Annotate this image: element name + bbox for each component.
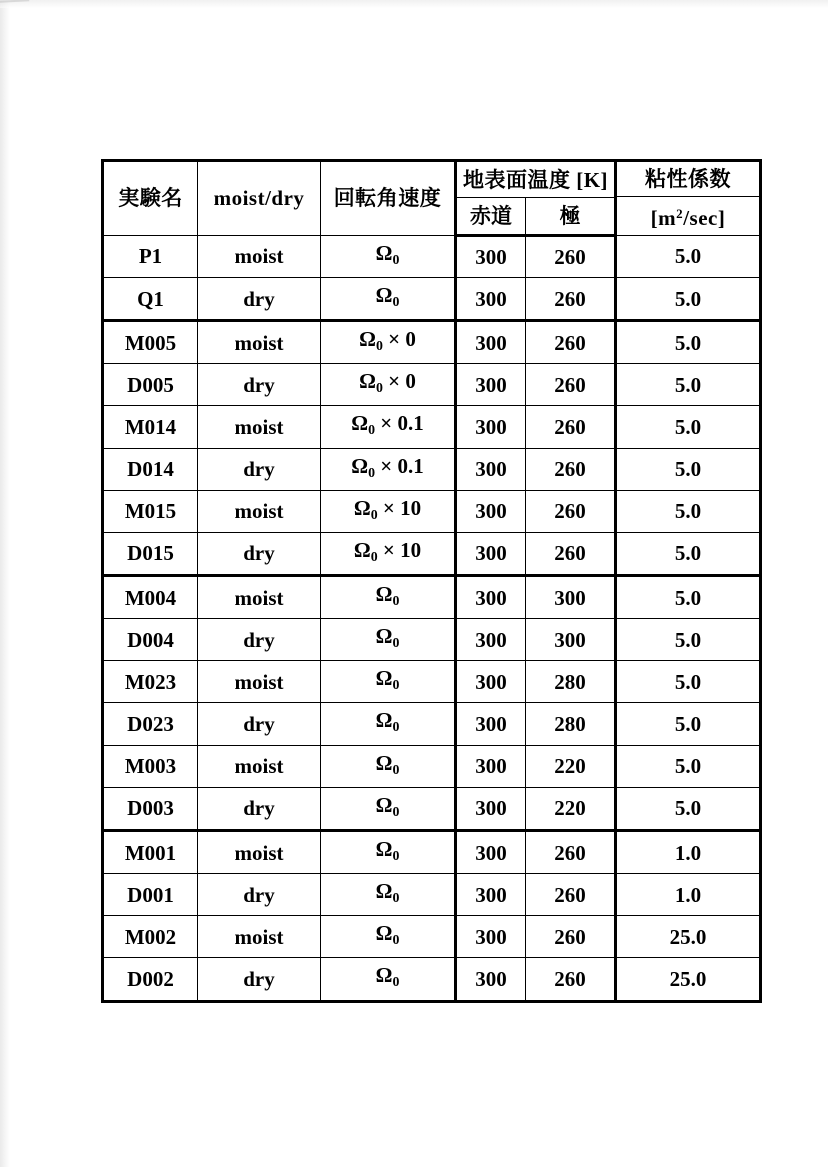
cell-pole-temperature: 260 xyxy=(526,490,616,532)
cell-pole-temperature: 260 xyxy=(526,958,616,1001)
header-row-1 xyxy=(103,161,761,198)
cell-moist-dry: moist xyxy=(198,321,321,364)
cell-moist-dry: dry xyxy=(198,703,321,745)
cell-viscosity: 25.0 xyxy=(616,916,761,958)
table-row xyxy=(103,448,761,490)
cell-viscosity: 5.0 xyxy=(616,619,761,661)
cell-experiment-name: P1 xyxy=(103,235,198,277)
cell-viscosity: 5.0 xyxy=(616,745,761,787)
cell-equator-temperature: 300 xyxy=(456,277,526,320)
table-head xyxy=(103,161,761,236)
cell-moist-dry: dry xyxy=(198,364,321,406)
cell-pole-temperature: 260 xyxy=(526,874,616,916)
cell-equator-temperature: 300 xyxy=(456,448,526,490)
cell-equator-temperature: 300 xyxy=(456,406,526,448)
table-row xyxy=(103,576,761,619)
cell-experiment-name: D005 xyxy=(103,364,198,406)
cell-viscosity: 5.0 xyxy=(616,532,761,575)
cell-viscosity: 5.0 xyxy=(616,321,761,364)
cell-rotation-rate: $\Omega_0 \times 10$ xyxy=(321,532,456,575)
cell-rotation-rate: $\Omega_0$ xyxy=(321,916,456,958)
cell-viscosity: 1.0 xyxy=(616,830,761,873)
cell-moist-dry: moist xyxy=(198,661,321,703)
header-rotation-rate: 回転角速度 xyxy=(321,161,456,236)
cell-viscosity: 5.0 xyxy=(616,364,761,406)
cell-experiment-name: M014 xyxy=(103,406,198,448)
cell-equator-temperature: 300 xyxy=(456,490,526,532)
header-surface-temperature: 地表面温度 [K] xyxy=(456,161,616,198)
cell-equator-temperature: 300 xyxy=(456,364,526,406)
header-experiment-name: 実験名 xyxy=(103,161,198,236)
table-body xyxy=(103,235,761,1001)
cell-moist-dry: dry xyxy=(198,532,321,575)
cell-moist-dry: dry xyxy=(198,787,321,830)
cell-rotation-rate: $\Omega_0$ xyxy=(321,787,456,830)
cell-pole-temperature: 300 xyxy=(526,619,616,661)
cell-experiment-name: D014 xyxy=(103,448,198,490)
cell-equator-temperature: 300 xyxy=(456,619,526,661)
table-row xyxy=(103,830,761,873)
header-moist-dry: moist/dry xyxy=(198,161,321,236)
table-row xyxy=(103,490,761,532)
cell-equator-temperature: 300 xyxy=(456,321,526,364)
cell-experiment-name: M015 xyxy=(103,490,198,532)
cell-pole-temperature: 280 xyxy=(526,661,616,703)
cell-rotation-rate: $\Omega_0$ xyxy=(321,830,456,873)
cell-pole-temperature: 280 xyxy=(526,703,616,745)
table-row xyxy=(103,916,761,958)
cell-moist-dry: dry xyxy=(198,448,321,490)
cell-moist-dry: dry xyxy=(198,619,321,661)
cell-viscosity: 25.0 xyxy=(616,958,761,1001)
cell-rotation-rate: $\Omega_0 \times 10$ xyxy=(321,490,456,532)
cell-rotation-rate: $\Omega_0$ xyxy=(321,745,456,787)
header-viscosity-coefficient xyxy=(616,161,761,236)
cell-viscosity: 5.0 xyxy=(616,576,761,619)
cell-rotation-rate: $\Omega_0$ xyxy=(321,661,456,703)
cell-moist-dry: moist xyxy=(198,235,321,277)
cell-experiment-name: M004 xyxy=(103,576,198,619)
cell-experiment-name: M001 xyxy=(103,830,198,873)
header-pole: 極 xyxy=(526,198,616,235)
table-row xyxy=(103,321,761,364)
cell-experiment-name: M003 xyxy=(103,745,198,787)
cell-experiment-name: M002 xyxy=(103,916,198,958)
cell-rotation-rate: $\Omega_0$ xyxy=(321,958,456,1001)
cell-pole-temperature: 260 xyxy=(526,235,616,277)
experiment-parameter-table xyxy=(101,159,762,1003)
cell-rotation-rate: $\Omega_0$ xyxy=(321,235,456,277)
cell-pole-temperature: 300 xyxy=(526,576,616,619)
cell-pole-temperature: 220 xyxy=(526,787,616,830)
cell-equator-temperature: 300 xyxy=(456,958,526,1001)
cell-experiment-name: M005 xyxy=(103,321,198,364)
cell-equator-temperature: 300 xyxy=(456,576,526,619)
table-row xyxy=(103,703,761,745)
cell-rotation-rate: $\Omega_0 \times 0$ xyxy=(321,364,456,406)
parameter-table-container xyxy=(101,159,759,1003)
table-row xyxy=(103,958,761,1001)
cell-moist-dry: moist xyxy=(198,406,321,448)
cell-equator-temperature: 300 xyxy=(456,830,526,873)
cell-pole-temperature: 260 xyxy=(526,448,616,490)
cell-equator-temperature: 300 xyxy=(456,661,526,703)
cell-rotation-rate: $\Omega_0$ xyxy=(321,703,456,745)
cell-moist-dry: dry xyxy=(198,277,321,320)
table-row xyxy=(103,661,761,703)
cell-pole-temperature: 260 xyxy=(526,916,616,958)
cell-rotation-rate: $\Omega_0 \times 0.1$ xyxy=(321,448,456,490)
cell-pole-temperature: 260 xyxy=(526,321,616,364)
cell-viscosity: 5.0 xyxy=(616,277,761,320)
cell-moist-dry: moist xyxy=(198,490,321,532)
header-viscosity-label: 粘性係数 xyxy=(617,162,759,197)
cell-equator-temperature: 300 xyxy=(456,874,526,916)
cell-viscosity: 1.0 xyxy=(616,874,761,916)
cell-experiment-name: D004 xyxy=(103,619,198,661)
table-row xyxy=(103,364,761,406)
cell-experiment-name: D023 xyxy=(103,703,198,745)
cell-equator-temperature: 300 xyxy=(456,703,526,745)
cell-pole-temperature: 260 xyxy=(526,277,616,320)
cell-experiment-name: M023 xyxy=(103,661,198,703)
cell-moist-dry: moist xyxy=(198,830,321,873)
cell-pole-temperature: 220 xyxy=(526,745,616,787)
cell-pole-temperature: 260 xyxy=(526,532,616,575)
header-viscosity-unit: $[m^2/\sec]$ xyxy=(650,205,726,230)
cell-pole-temperature: 260 xyxy=(526,364,616,406)
cell-moist-dry: dry xyxy=(198,958,321,1001)
table-row xyxy=(103,874,761,916)
table-row xyxy=(103,532,761,575)
cell-viscosity: 5.0 xyxy=(616,703,761,745)
cell-equator-temperature: 300 xyxy=(456,532,526,575)
cell-experiment-name: Q1 xyxy=(103,277,198,320)
cell-experiment-name: D003 xyxy=(103,787,198,830)
cell-rotation-rate: $\Omega_0$ xyxy=(321,874,456,916)
cell-rotation-rate: $\Omega_0$ xyxy=(321,576,456,619)
table-row xyxy=(103,745,761,787)
cell-viscosity: 5.0 xyxy=(616,661,761,703)
cell-equator-temperature: 300 xyxy=(456,235,526,277)
cell-viscosity: 5.0 xyxy=(616,787,761,830)
cell-equator-temperature: 300 xyxy=(456,916,526,958)
cell-pole-temperature: 260 xyxy=(526,830,616,873)
cell-experiment-name: D001 xyxy=(103,874,198,916)
table-row xyxy=(103,235,761,277)
cell-viscosity: 5.0 xyxy=(616,235,761,277)
cell-moist-dry: moist xyxy=(198,745,321,787)
cell-experiment-name: D002 xyxy=(103,958,198,1001)
table-row xyxy=(103,406,761,448)
cell-equator-temperature: 300 xyxy=(456,745,526,787)
cell-rotation-rate: $\Omega_0 \times 0.1$ xyxy=(321,406,456,448)
cell-moist-dry: dry xyxy=(198,874,321,916)
cell-pole-temperature: 260 xyxy=(526,406,616,448)
cell-rotation-rate: $\Omega_0$ xyxy=(321,277,456,320)
cell-rotation-rate: $\Omega_0$ xyxy=(321,619,456,661)
header-equator: 赤道 xyxy=(456,198,526,235)
cell-experiment-name: D015 xyxy=(103,532,198,575)
cell-rotation-rate: $\Omega_0 \times 0$ xyxy=(321,321,456,364)
cell-viscosity: 5.0 xyxy=(616,490,761,532)
cell-moist-dry: moist xyxy=(198,916,321,958)
cell-moist-dry: moist xyxy=(198,576,321,619)
cell-viscosity: 5.0 xyxy=(616,448,761,490)
cell-equator-temperature: 300 xyxy=(456,787,526,830)
table-row xyxy=(103,619,761,661)
table-row xyxy=(103,277,761,320)
cell-viscosity: 5.0 xyxy=(616,406,761,448)
table-row xyxy=(103,787,761,830)
